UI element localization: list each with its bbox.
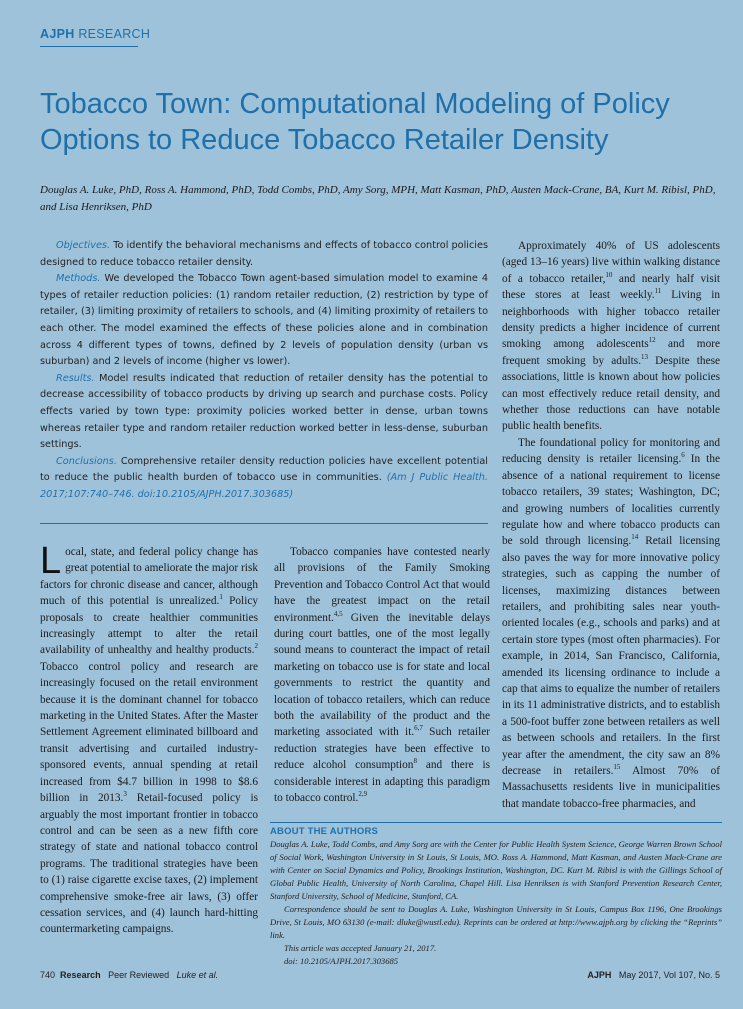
footer-right <box>587 970 720 980</box>
footer-author: Luke et al. <box>176 970 219 980</box>
text-run: Tobacco control policy and research are increasingly focused on the retail environment because it is the dominant channel for tobacco marketing in the United States. After the Master Settlement Agreement eliminated billboard and transit advertising and curtailed industry-sponsored events, annual spending at retail increased from $4.7 billion in 1998 to $8.6 billion in 2013. <box>40 660 258 805</box>
footer-journal: AJPH <box>587 970 612 980</box>
text-run: and there is considerable interest in adapting this paradigm to tobacco control. <box>274 759 490 805</box>
footer-left <box>40 970 218 980</box>
footer-section: Research <box>60 970 101 980</box>
text-run: The foundational policy for monitoring and reducing density is retailer licensing. <box>502 436 720 466</box>
body-paragraph <box>274 544 490 807</box>
header-rule <box>40 46 138 47</box>
body-column-2 <box>274 544 490 807</box>
body-column-3 <box>502 238 720 812</box>
section-name: RESEARCH <box>78 27 151 41</box>
abstract-methods <box>40 271 488 371</box>
body-column-1 <box>40 540 259 938</box>
reference-mark: 14 <box>631 533 639 542</box>
text-run: Living in neighborhoods with higher tobacco retailer density predicts a higher incidence of current smoking among adolescents <box>502 289 721 351</box>
text-run: and more frequent smoking by adults. <box>502 338 720 367</box>
text-run: Retail licensing also paves the way for more innovative policy strategies, such as capping the number of licenses, maximizing distances between retailers, and prohibiting sales near youth-oriented locales (e.g., schools and parks) and at certain store types (most often pharmacies). For example, in 2014, San Francisco, California, amended its licensing ordinance to include a cap that aims to equalize the number of retailers in its 11 administrative districts, and to establish a 500-foot buffer zone between retailers as well as between schools and retailers. In the first year after the amendment, the city saw an 8% decrease in retailers. <box>502 535 720 777</box>
methods-text: We developed the Tobacco Town agent-based simulation model to examine 4 types of retailer reduction policies: (1) random retailer reduction, (2) restriction by type of retailer, (3) limiting proximity of retailers to schools, and (4) limiting proximity of retailers to each other. The model examined the effects of these policies alone and in combination across 4 different types of towns, defined by 2 levels of population density (urban vs suburban) and 2 levels of income (higher vs lower). <box>40 273 488 368</box>
drop-cap: L <box>40 540 62 582</box>
text-run: and nearly half visit these stores at least weekly. <box>502 272 720 302</box>
reference-mark: 6,7 <box>414 724 423 733</box>
affiliations: Douglas A. Luke, Todd Combs, and Amy Sorg are with the Center for Public Health System Science, George Warren Brown School of Social Work, Washington University in St Louis, St Louis, MO. Ross A. Hammond, Matt Kasman, and Austen Mack-Crane are with Center on Social Dynamics and Policy, Brookings Institution, Washington, DC. Kurt M. Ribisl is with the Gillings School of Global Public Health, University of North Carolina, Chapel Hill. Lisa Henriksen is with Stanford Prevention Research Center, Stanford University, School of Medicine, Stanford, CA. <box>270 839 722 901</box>
reference-mark: 8 <box>413 757 417 766</box>
text-run: Policy proposals to create healthier communities increasingly attempt to alter the retail availability of unhealthy and healthy products. <box>40 595 258 657</box>
text-run: In the absence of a national requirement to license tobacco retailers, 39 states; Washington, DC; and growing numbers of localities currently regulate how and where tobacco products can be sold through licensing. <box>502 453 720 548</box>
intro-paragraph <box>40 540 259 938</box>
reference-mark: 6 <box>681 451 685 460</box>
journal-name: AJPH <box>40 27 75 41</box>
objectives-label: Objectives. <box>56 240 111 251</box>
doi: doi: 10.2105/AJPH.2017.303685 <box>284 956 399 966</box>
about-text <box>270 838 722 968</box>
abstract-rule <box>40 523 488 524</box>
reference-mark: 11 <box>654 287 662 296</box>
abstract-objectives <box>40 238 488 271</box>
journal-section-header <box>40 27 150 41</box>
text-run: Such retailer reduction strategies have been effective to reduce alcohol consumption <box>274 726 490 772</box>
methods-label: Methods. <box>56 273 101 285</box>
text-run: Almost 70% of Massachusetts residents live in municipalities that mandate tobacco-free pharmacies, and <box>502 765 721 810</box>
abstract-citation: (Am J Public Health. 2017;107:740–746. doi:10.2105/AJPH.2017.303685) <box>40 472 488 500</box>
results-label: Results. <box>56 372 95 384</box>
body-paragraph <box>502 238 720 435</box>
text-run: Tobacco companies have contested nearly all provisions of the Family Smoking Prevention and Tobacco Control Act that would have the greatest impact on the retail environment. <box>274 546 490 624</box>
text-run: ocal, state, and federal policy change has great potential to ameliorate the major risk factors for chronic disease and cancer, although much of this potential is unrealized. <box>40 546 258 608</box>
abstract-conclusions <box>40 454 488 504</box>
results-text: Model results indicated that reduction of retailer density has the potential to decrease accessibility of tobacco products by driving up search and purchase costs. Policy effects varied by town type: proximity policies worked better in dense, urban towns whereas retailer type and random retailer reduction worked better in less-dense, suburban settings. <box>40 372 488 451</box>
reference-mark: 1 <box>219 593 223 602</box>
footer-review: Peer Reviewed <box>108 970 170 980</box>
reference-mark: 15 <box>613 763 621 772</box>
footer-issue: May 2017, Vol 107, No. 5 <box>618 970 720 980</box>
reference-mark: 2 <box>254 642 258 651</box>
reference-mark: 13 <box>641 353 649 362</box>
text-run: Retail-focused policy is arguably the most important frontier in tobacco control and can be seen as a new fifth core strategy of state and national tobacco control programs. The traditional strategies have been to (1) raise cigarette excise taxes, (2) implement comprehensive smoke-free air laws, (3) offer cessation services, and (4) launch hard-hitting countermarketing campaigns. <box>40 792 259 936</box>
correspondence: Correspondence should be sent to Douglas A. Luke, Washington University in St Louis, Campus Box 1196, One Brookings Drive, St Louis, MO 63130 (e-mail: dluke@wustl.edu). Reprints can be ordered at http://www.ajph.org by clicking the “Reprints” link. <box>270 904 722 940</box>
article-title: Tobacco Town: Computational Modeling of Policy Options to Reduce Tobacco Retailer Density <box>40 88 670 156</box>
conclusions-label: Conclusions. <box>56 455 117 467</box>
about-the-authors <box>270 822 722 968</box>
reference-mark: 12 <box>648 336 656 345</box>
text-run: Approximately 40% of US adolescents (aged 13–16 years) live within walking distance of a tobacco retailer, <box>502 240 720 285</box>
accepted-date: This article was accepted January 21, 2017. <box>284 943 437 953</box>
objectives-text: To identify the behavioral mechanisms and effects of tobacco control policies designed to reduce tobacco retailer density. <box>40 240 488 268</box>
reference-mark: 2,9 <box>358 790 368 799</box>
reference-mark: 4,5 <box>333 609 343 618</box>
author-list: Douglas A. Luke, PhD, Ross A. Hammond, PhD, Todd Combs, PhD, Amy Sorg, MPH, Matt Kasman, PhD, Austen Mack-Crane, BA, Kurt M. Ribisl, PhD, and Lisa Henriksen, PhD <box>40 184 716 213</box>
reference-mark: 10 <box>605 271 613 280</box>
abstract <box>40 238 488 504</box>
about-heading: ABOUT THE AUTHORS <box>270 826 379 837</box>
page-number: 740 <box>40 970 56 980</box>
reference-mark: 3 <box>123 790 127 799</box>
conclusions-text: Comprehensive retailer density reduction policies have excellent potential to reduce the public health burden of tobacco use in communities. <box>40 455 488 484</box>
text-run: Despite these associations, little is known about how policies can most effectively reduce retail density, and whether those reductions can have notable public health benefits. <box>502 354 720 433</box>
text-run: Given the inevitable delays during court battles, one of the most legally sound means to counteract the impact of retail marketing on tobacco use is for state and local governments to restrict the quantity and location of tobacco retailers, which can reduce both the availability of the product and the marketing associated with it. <box>274 611 490 739</box>
body-paragraph <box>502 435 720 812</box>
abstract-results <box>40 371 488 454</box>
